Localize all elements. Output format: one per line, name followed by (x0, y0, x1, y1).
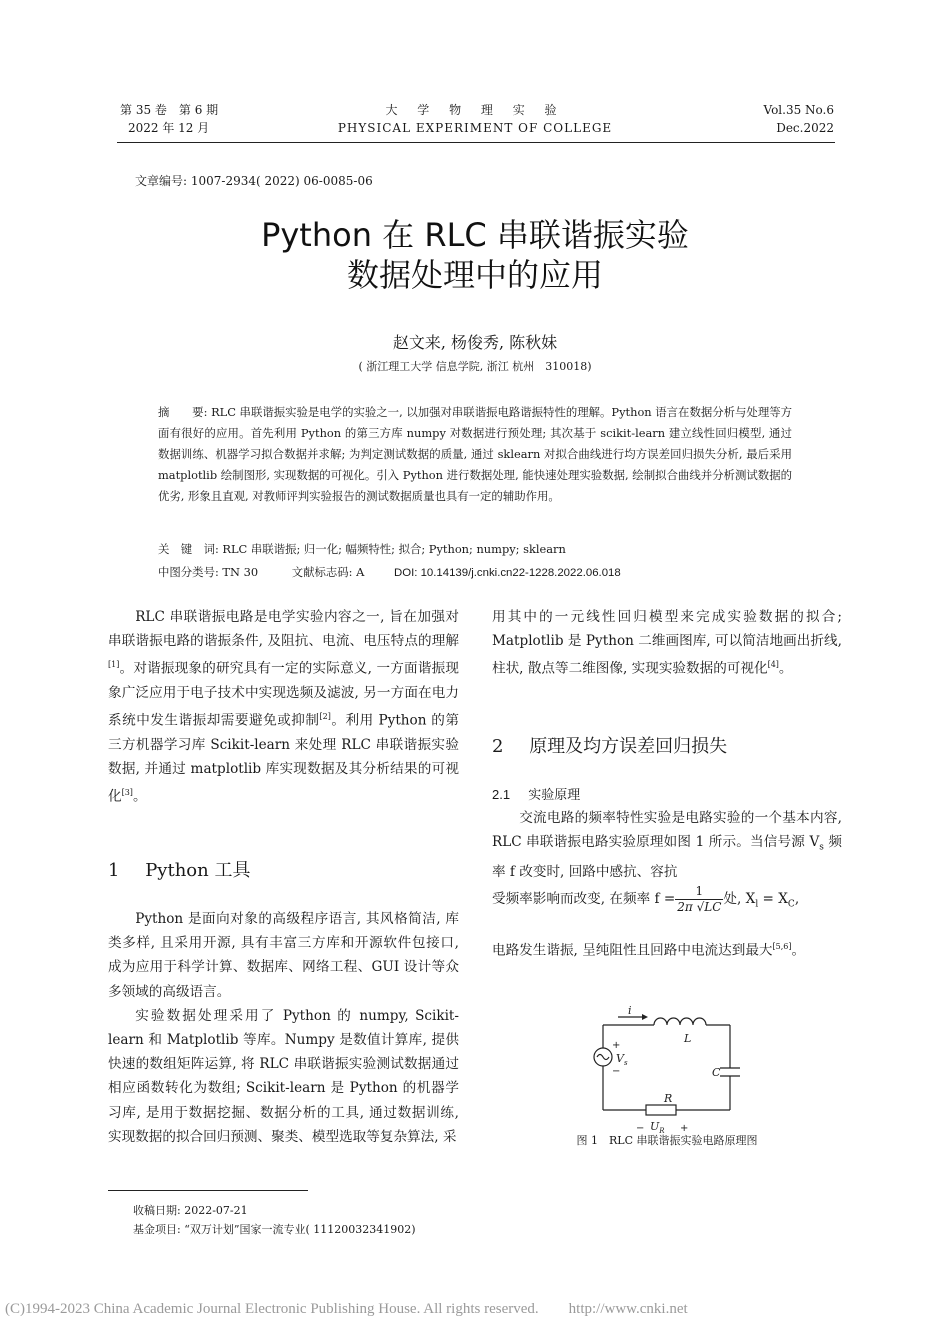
abstract-text: RLC 串联谐振实验是电学的实验之一, 以加强对串联谐振电路谐振特性的理解。Python 语言在数据分析与处理等方面有很好的应用。首先利用 Python 的第三方库 numpy 对数据进行预处理; 其次基于 scikit-learn 建立线性回归模型, 通过数据训练、机器学习拟合数据并求解; 为判定测试数据的质量, 通过 sklearn 对拟合曲线进行均方误差回归损失分析, 最后采用 matplotlib 绘制图形, 实现数据的可视化。引入 Python 进行数据处理, 能快速处理实验数据, 绘制拟合曲线并分析测试数据的优劣, 形象且直观, 对教师评判实验报告的测试数据质量也具有一定的辅助作用。 (158, 405, 792, 503)
label-ur-plus: + (680, 1123, 689, 1134)
authors: 赵文来, 杨俊秀, 陈秋妹 (392, 333, 558, 352)
citation-5-6: [5,6] (772, 942, 792, 951)
section-2-title: 原理及均方误差回归损失 (529, 736, 728, 757)
date-en: Dec.2022 (776, 121, 834, 135)
volume-issue: 第 35 卷 第 6 期 (120, 103, 219, 117)
left-section-1-body (108, 907, 459, 1149)
label-ur-minus: − (636, 1123, 645, 1134)
date-cn: 2022 年 12 月 (128, 121, 210, 135)
section-2-number: 2 (492, 736, 504, 757)
footnote-rule (108, 1190, 308, 1191)
header-rule (117, 142, 835, 143)
section-2-heading (492, 732, 727, 758)
journal-en: PHYSICAL EXPERIMENT OF COLLEGE (337, 121, 613, 135)
intro-text-d: 。 (132, 789, 147, 806)
intro-text-b: 。对谐振现象的研究具有一定的实际意义, 一方面谐振现象广泛应用于电子技术中实现选频及滤波, 另一方面在电力系统中发生谐振却需要避免或抑制 (108, 660, 459, 729)
principle-text-e: = X (758, 891, 788, 907)
paragraph-python: Python 是面向对象的高级程序语言, 其风格简洁, 库类多样, 且采用开源, 具有丰富三方库和开源软件包接口, 成为应用于科学计算、数据库、网络工程、GUI 设计等众多领域的高级语言。 (108, 911, 459, 1000)
doi: DOI: 10.14139/j.cnki.cn22-1228.2022.06.018 (393, 567, 621, 579)
rlc-circuit-diagram (580, 1004, 760, 1135)
label-source-plus: + (612, 1040, 621, 1051)
fraction-numerator: 1 (675, 884, 723, 900)
principle-text-b: 频率 f 改变时, 回路中感抗、容抗 (492, 834, 842, 881)
title-line-2: 数据处理中的应用 (346, 256, 603, 294)
clc-code: 中图分类号: TN 30 (158, 565, 259, 579)
abstract-label: 摘 要: (158, 405, 208, 419)
right-principle-b (492, 935, 842, 963)
fund-info: 基金项目: “双万计划”国家一流专业( 11120032341902) (133, 1223, 416, 1236)
label-capacitor: C (712, 1066, 721, 1079)
section-1-heading (108, 856, 250, 882)
keywords-text: RLC 串联谐振; 归一化; 幅频特性; 拟合; Python; numpy; sklearn (222, 542, 566, 556)
affiliation: ( 浙江理工大学 信息学院, 浙江 杭州 310018) (358, 360, 592, 373)
principle-text-c: 受频率影响而改变, 在频率 f = (492, 891, 676, 907)
section-1-number: 1 (108, 860, 120, 881)
subsection-2-1-number: 2.1 (492, 787, 511, 802)
resistor (646, 1105, 676, 1115)
citation-3: [3] (121, 788, 133, 798)
abstract (158, 402, 792, 507)
left-intro (108, 605, 459, 809)
principle-text-h: 。 (791, 942, 806, 959)
principle-text-f: , (794, 891, 800, 907)
right-continued (492, 605, 842, 681)
article-number: 文章编号: 1007-2934( 2022) 06-0085-06 (135, 174, 373, 188)
citation-4: [4] (767, 660, 779, 670)
vs-subscript: s (819, 842, 824, 853)
intro-text-a: RLC 串联谐振电路是电学实验内容之一, 旨在加强对串联谐振电路的谐振条件, 及阻抗、电流、电压特点的理解 (108, 609, 459, 650)
xc-subscript: C (787, 899, 795, 910)
label-vs: $V_s$ (616, 1052, 628, 1067)
label-ur: $U_R$ (650, 1120, 665, 1135)
vol-en: Vol.35 No.6 (763, 103, 834, 117)
header-right (730, 101, 834, 137)
classification (158, 562, 792, 584)
label-inductor: L (684, 1032, 692, 1045)
principle-text-d: 处, X (723, 891, 756, 907)
doc-code: 文献标志码: A (291, 565, 365, 579)
title-line-1: Python 在 RLC 串联谐振实验 (261, 216, 689, 254)
subsection-2-1-title: 实验原理 (528, 788, 581, 803)
ac-source-wave (597, 1055, 609, 1060)
citation-1: [1] (108, 660, 120, 670)
paragraph-libraries: 实验数据处理采用了 Python 的 numpy, Scikit-learn 和 Matplotlib 等库。Numpy 是数值计算库, 提供快速的数组矩阵运算, 将 RLC 串联谐振实验测试数据通过相应函数转化为数组; Scikit-learn 是 Python 的机器学习库, 是用于数据挖掘、数据分析的工具, 通过数据训练, 实现数据的拟合回归预测、聚类、模型选取等复杂算法, 采 (108, 1007, 459, 1145)
principle-text-a: 交流电路的频率特性实验是电路实验的一个基本内容, RLC 串联谐振电路实验原理如图 1 所示。当信号源 V (492, 810, 842, 851)
received-date: 收稿日期: 2022-07-21 (133, 1204, 248, 1217)
copyright-notice: (C)1994-2023 China Academic Journal Electronic Publishing House. All rights reserved. http://www.cnki.net (5, 1301, 688, 1317)
subsection-2-1-heading (492, 784, 580, 803)
principle-text-g: 电路发生谐振, 呈纯阻性且回路中电流达到最大 (492, 942, 773, 959)
fraction-denominator: 2π √LC (677, 900, 722, 914)
label-resistor: R (664, 1092, 673, 1105)
right-principle-formula (492, 884, 852, 917)
journal-cn: 大 学 物 理 实 验 (385, 103, 565, 117)
right-paragraph-1-end: 。 (778, 660, 793, 677)
resonance-frequency-fraction (675, 884, 723, 915)
inductor-coil (654, 1018, 706, 1025)
footnote (133, 1201, 416, 1239)
section-1-title: Python 工具 (145, 860, 251, 881)
header-center (300, 101, 650, 137)
right-paragraph-1: 用其中的一元线性回归模型来完成实验数据的拟合; Matplotlib 是 Python 二维画图库, 可以简洁地画出折线, 柱状, 散点等二维图像, 实现实验数据的可视化 (492, 609, 842, 677)
xl-subscript: l (755, 899, 759, 910)
keywords-label: 关 键 词: (158, 542, 219, 556)
right-principle-a (492, 806, 842, 884)
label-source-minus: − (612, 1066, 621, 1077)
current-arrow-head (642, 1014, 648, 1020)
citation-2: [2] (319, 712, 331, 722)
figure-1-caption: 图 1 RLC 串联谐振实验电路原理图 (576, 1134, 758, 1147)
keywords (158, 539, 792, 560)
header-left (120, 101, 218, 137)
intro-text-c: 。利用 Python 的第三方机器学习库 Scikit-learn 来处理 RLC 串联谐振实验数据, 并通过 matplotlib 库实现数据及其分析结果的可视化 (108, 712, 460, 806)
label-current: i (628, 1004, 632, 1017)
